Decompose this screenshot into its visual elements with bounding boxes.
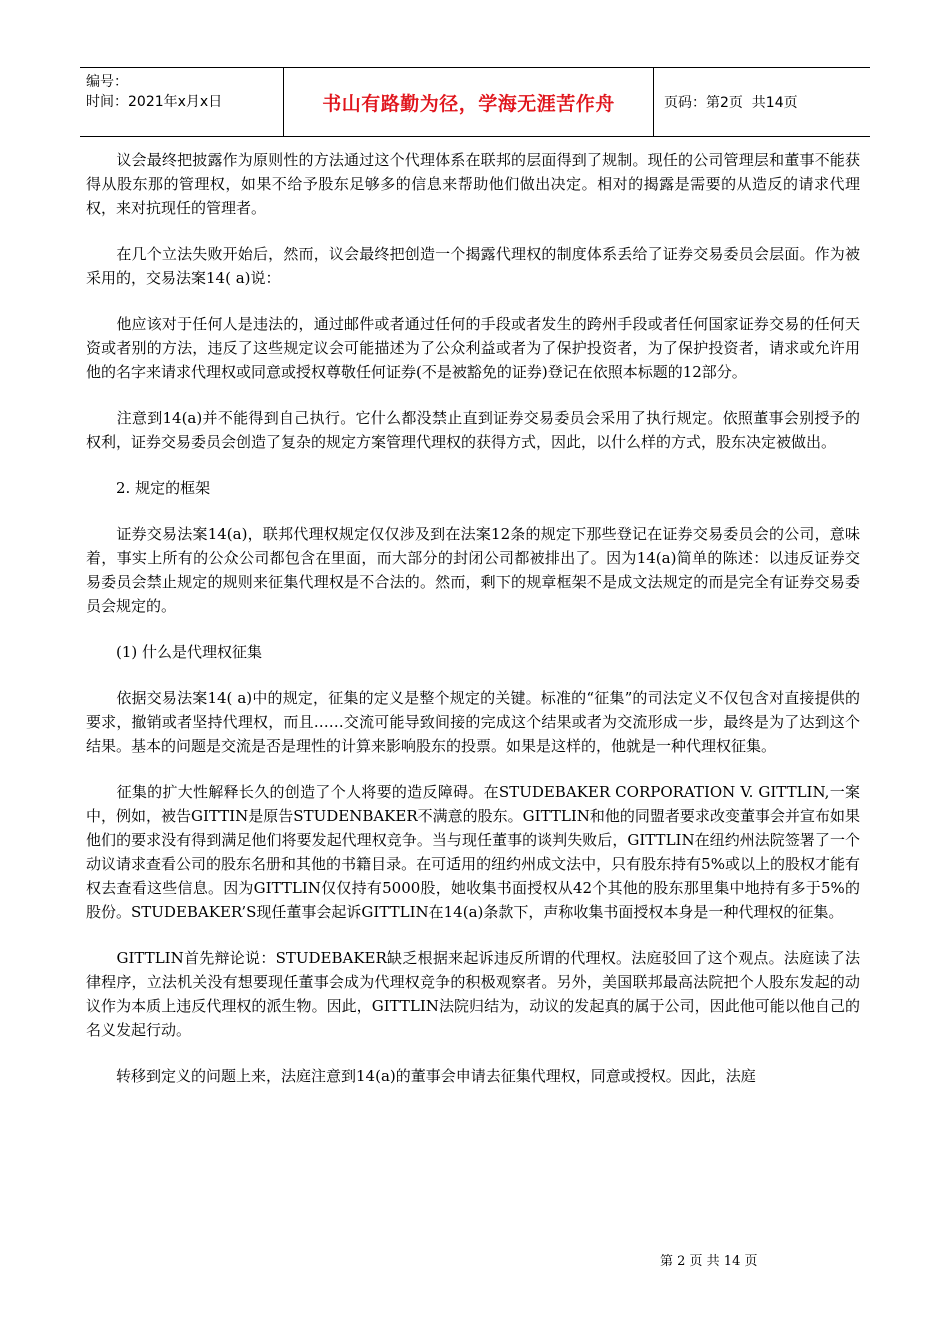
paragraph: 征集的扩大性解释长久的创造了个人将要的造反障碍。在STUDEBAKER CORPORATION V. GITTLIN,一案中，例如，被告GITTIN是原告STUDENBAKER不满意的股东。GITTLIN和他的同盟者要求改变董事会并宣布如果他们的要求没有得到满足他们将要发起代理权竞争。当与现任董事的谈判失败后，GITTLIN在纽约州法院签署了一个动议请求查看公司的股东名册和其他的书籍目录。在可适用的纽约州成文法中，只有股东持有5%或以上的股权才能有权去查看这些信息。因为GITTLIN仅仅持有5000股，她收集书面授权从42个其他的股东那里集中地持有多于5%的股份。STUDEBAKER’S现任董事会起诉GITTLIN在14(a)条款下，声称收集书面授权本身是一种代理权的征集。 xyxy=(86,783,860,921)
paragraph: GITTLIN首先辩论说：STUDEBAKER缺乏根据来起诉违反所谓的代理权。法庭驳回了这个观点。法庭读了法律程序，立法机关没有想要现任董事会成为代理权竞争的积极观察者。另外，美国联邦最高法院把个人股东发起的动议作为本质上违反代理权的派生物。因此，GITTLIN法院归结为，动议的发起真的属于公司，因此他可能以他自己的名义发起行动。 xyxy=(86,949,860,1039)
header-motto: 书山有路勤为径，学海无涯苦作舟 xyxy=(283,68,654,136)
header-meta xyxy=(80,68,283,136)
page-info-text: 页码：第2页 共14页 xyxy=(664,95,798,111)
paragraph: 证券交易法案14(a)，联邦代理权规定仅仅涉及到在法案12条的规定下那些登记在证券交易委员会的公司，意味着，事实上所有的公众公司都包含在里面，而大部分的封闭公司都被排出了。因为14(a)简单的陈述：以违反证券交易委员会禁止规定的规则来征集代理权是不合法的。然而，剩下的规章框架不是成文法规定的而是完全有证券交易委员会规定的。 xyxy=(86,525,860,615)
document-number-label: 编号： xyxy=(86,74,128,90)
paragraph: 依据交易法案14( a)中的规定，征集的定义是整个规定的关键。标准的“征集”的司法定义不仅包含对直接提供的要求，撤销或者坚持代理权，而且……交流可能导致间接的完成这个结果或者为交流形成一步，最终是为了达到这个结果。基本的问题是交流是否是理性的计算来影响股东的投票。如果是这样的，他就是一种代理权征集。 xyxy=(86,689,860,755)
paragraph: 在几个立法失败开始后，然而，议会最终把创造一个揭露代理权的制度体系丢给了证券交易委员会层面。作为被采用的，交易法案14( a)说： xyxy=(86,245,860,287)
document-date: 时间：2021年x月x日 xyxy=(86,94,223,110)
paragraph: 转移到定义的问题上来，法庭注意到14(a)的董事会申请去征集代理权，同意或授权。因此，法庭 xyxy=(86,1067,756,1085)
page-header xyxy=(80,67,870,137)
page-footer: 第 2 页 共 14 页 xyxy=(660,1254,758,1269)
section-heading: 2. 规定的框架 xyxy=(86,479,211,497)
subsection-heading: (1) 什么是代理权征集 xyxy=(86,643,263,661)
paragraph: 议会最终把披露作为原则性的方法通过这个代理体系在联邦的层面得到了规制。现任的公司管理层和董事不能获得从股东那的管理权，如果不给予股东足够多的信息来帮助他们做出决定。相对的揭露是需要的从造反的请求代理权，来对抗现任的管理者。 xyxy=(86,151,860,217)
paragraph: 他应该对于任何人是违法的，通过邮件或者通过任何的手段或者发生的跨州手段或者任何国家证券交易的任何天资或者别的方法，违反了这些规定议会可能描述为了公众利益或者为了保护投资者，为了保护投资者，请求或允许用他的名字来请求代理权或同意或授权尊敬任何证券(不是被豁免的证券)登记在依照本标题的12部分。 xyxy=(86,315,860,381)
header-page-info xyxy=(654,68,870,136)
paragraph: 注意到14(a)并不能得到自己执行。它什么都没禁止直到证券交易委员会采用了执行规定。依照董事会别授予的权利，证券交易委员会创造了复杂的规定方案管理代理权的获得方式，因此，以什么样的方式，股东决定被做出。 xyxy=(86,409,860,451)
document-body xyxy=(86,148,860,1110)
